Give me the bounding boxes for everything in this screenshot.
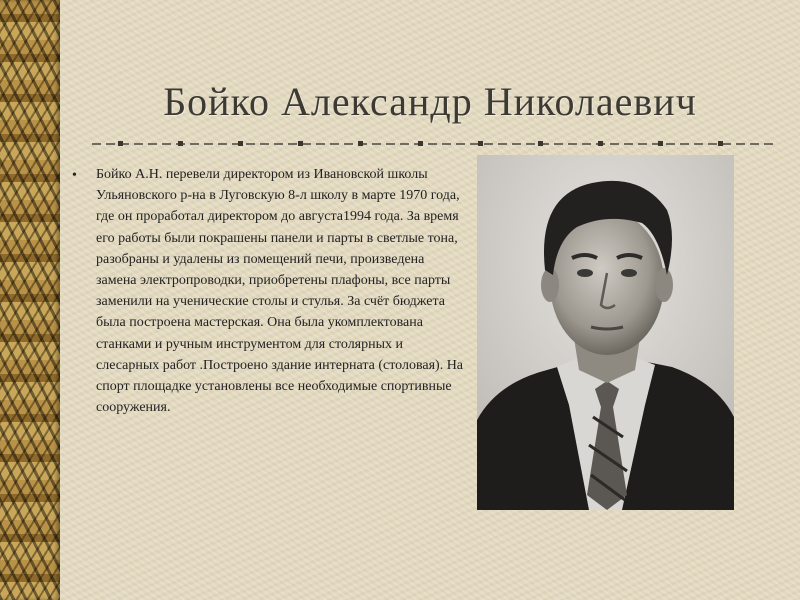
bullet-text: Бойко А.Н. перевели директором из Ивановской школы Ульяновского р-на в Луговскую 8-л школу в марте 1970 года, где он проработал директором до августа1994 года. За время его работы были покрашены панели и парты в светлые тона, разобраны и удалены из помещений печи, произведена замена электропроводки, приобретены плафоны, все парты заменили на ученические столы и стулья. За счёт бюджета была построена мастерская. Она была укомплектована станками и ручным инструментом для столярных и слесарных работ .Построено здание интерната (столовая). На спорт площадке установлены все необходимые спортивные сооружения. <box>96 167 464 416</box>
title-divider <box>92 138 774 150</box>
decorative-border <box>0 0 60 600</box>
slide-title: Бойко Александр Николаевич <box>163 79 697 124</box>
portrait-photo <box>477 155 734 510</box>
bullet-icon: • <box>72 168 77 183</box>
